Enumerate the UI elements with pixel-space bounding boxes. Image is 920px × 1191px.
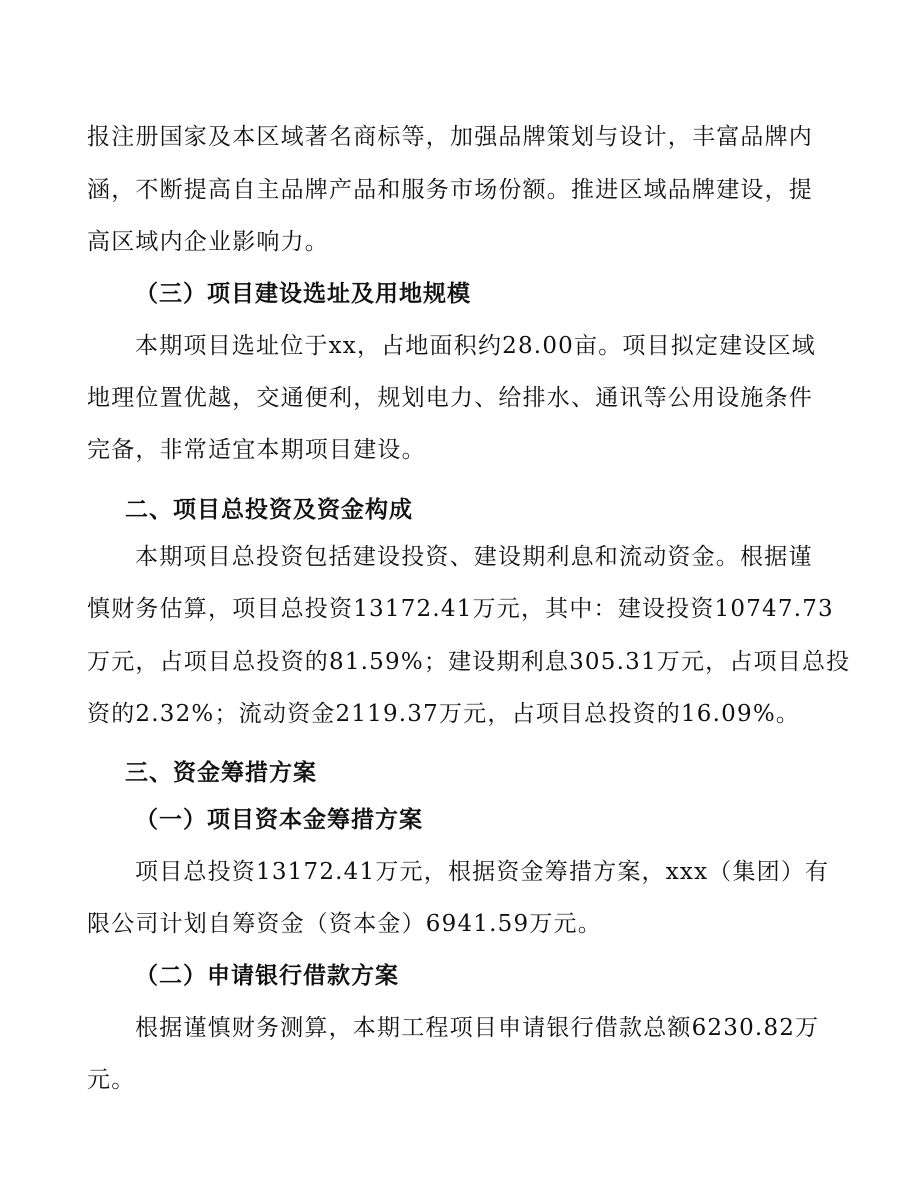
section-heading-investment: 二、项目总投资及资金构成 [125, 496, 413, 523]
paragraph-line: 慎财务估算，项目总投资13172.41万元，其中：建设投资10747.73 [87, 596, 834, 622]
paragraph-line: 万元，占项目总投资的81.59%；建设期利息305.31万元，占项目总投 [87, 649, 851, 675]
paragraph-line: 根据谨慎财务测算，本期工程项目申请银行借款总额6230.82万 [135, 1015, 820, 1041]
section-heading-funding: 三、资金筹措方案 [125, 759, 317, 786]
paragraph-line: 资的2.32%；流动资金2119.37万元，占项目总投资的16.09%。 [87, 701, 801, 727]
section-heading-site: （三）项目建设选址及用地规模 [135, 280, 471, 307]
paragraph-line: 涵，不断提高自主品牌产品和服务市场份额。推进区域品牌建设，提 [87, 177, 813, 203]
section-heading-loan: （二）申请银行借款方案 [135, 962, 399, 989]
paragraph-line: 本期项目总投资包括建设投资、建设期利息和流动资金。根据谨 [135, 544, 813, 570]
paragraph-line: 报注册国家及本区域著名商标等，加强品牌策划与设计，丰富品牌内 [87, 124, 813, 150]
paragraph-line: 元。 [87, 1067, 136, 1093]
paragraph-line: 本期项目选址位于xx，占地面积约28.00亩。项目拟定建设区域 [135, 333, 816, 359]
section-heading-capital: （一）项目资本金筹措方案 [135, 806, 423, 833]
paragraph-line: 限公司计划自筹资金（资本金）6941.59万元。 [87, 911, 602, 937]
paragraph-line: 完备，非常适宜本期项目建设。 [87, 437, 426, 463]
paragraph-line: 地理位置优越，交通便利，规划电力、给排水、通讯等公用设施条件 [87, 385, 813, 411]
paragraph-line: 高区域内企业影响力。 [87, 229, 329, 255]
paragraph-line: 项目总投资13172.41万元，根据资金筹措方案，xxx（集团）有 [135, 859, 830, 885]
